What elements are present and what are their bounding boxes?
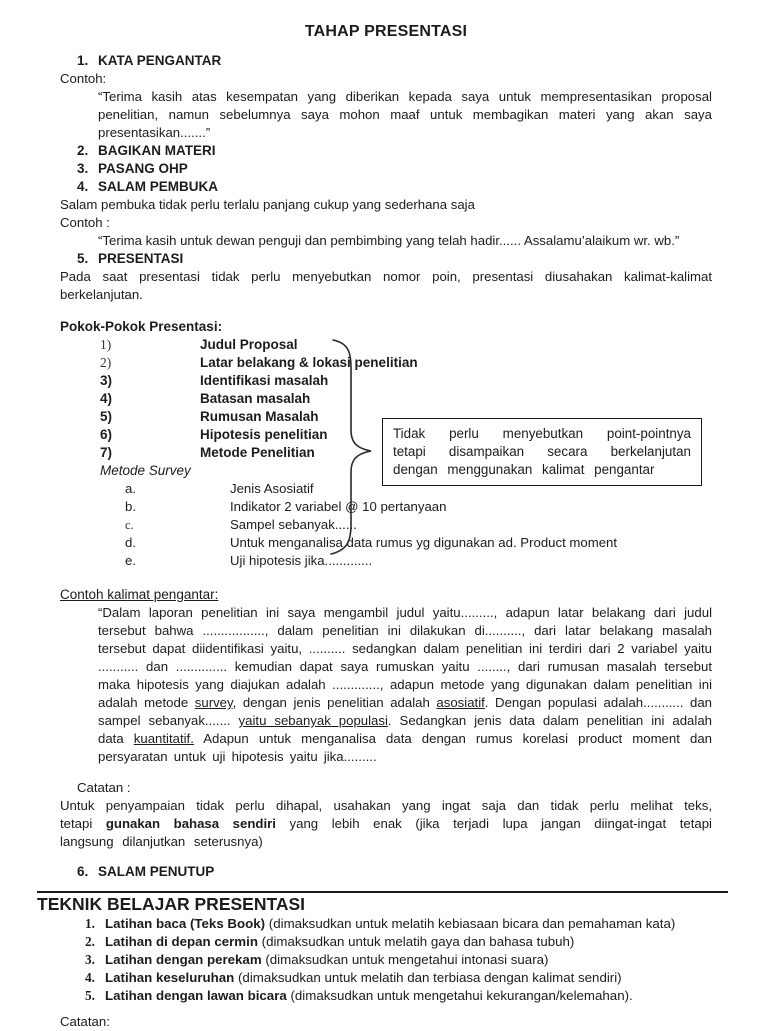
section-title: KATA PENGANTAR — [98, 53, 222, 68]
text-segment: . Dengan populasi adalah........... dan sampel sebanyak....... — [98, 695, 712, 728]
metode-item-letter: c. — [125, 518, 134, 532]
metode-item-letter: d. — [125, 535, 136, 550]
section-divider — [37, 891, 728, 893]
callout-box: Tidak perlu menyebutkan point-pointnya tetapi disampaikan secara berkelanjutan dengan menggunakan kalimat pengantar — [382, 418, 702, 486]
teknik-item-rest-text: (dimaksudkan untuk mengetahui intonasi suara) — [261, 952, 549, 967]
quote-kata-pengantar: “Terima kasih atas kesempatan yang diberikan kepada saya untuk mempresentasikan proposal penelitian, namun sebelumnya saya mohon maaf untuk membagikan materi yang akan saya presentasikan.......” — [98, 89, 712, 140]
section-heading-bagikan-materi — [60, 142, 712, 160]
teknik-item-rest-text: (dimaksudkan untuk melatih kebiasaan bicara dan pemahaman kata) — [265, 916, 676, 931]
section-title: SALAM PEMBUKA — [98, 179, 218, 194]
section-heading-salam-penutup — [60, 863, 712, 881]
teknik-item-rest-text: (dimaksudkan untuk mengetahui kekurangan/kelemahan). — [286, 988, 633, 1003]
metode-item-letter: b. — [125, 499, 136, 514]
text-segment: survey — [194, 695, 233, 710]
metode-item — [60, 498, 712, 516]
teknik-item-bold-text: Latihan baca (Teks Book) — [105, 916, 266, 931]
catatan-paragraph — [60, 797, 712, 851]
section-number: 6. — [77, 864, 89, 879]
teknik-item — [60, 969, 712, 987]
section-heading-presentasi — [60, 250, 712, 268]
pokok-item-number: 6) — [100, 427, 113, 442]
section-title: PRESENTASI — [98, 251, 184, 266]
pokok-item-number: 2) — [100, 355, 112, 370]
metode-item-text: Sampel sebanyak...... — [230, 517, 357, 532]
text-segment: . Sedangkan jenis data dalam penelitian ini adalah data — [98, 713, 712, 746]
text-segment: yang lebih enak (jika terjadi lupa jangan diingat-ingat tetapi langsung dilanjutkan seterusnya) — [60, 816, 712, 849]
section-number: 5. — [77, 251, 89, 266]
teknik-item-number: 5. — [85, 988, 95, 1003]
page-title: TAHAP PRESENTASI — [304, 23, 468, 40]
teknik-item — [60, 933, 712, 951]
teknik-item-number: 4. — [85, 970, 95, 985]
metode-item-letter: a. — [125, 481, 136, 496]
metode-item — [60, 516, 712, 534]
catatan-bottom-label: Catatan: — [60, 1014, 110, 1029]
pokok-item — [60, 372, 712, 390]
metode-item-text: Uji hipotesis jika............. — [230, 553, 373, 568]
pokok-item-label: Identifikasi masalah — [200, 373, 329, 388]
teknik-item-number: 1. — [85, 916, 95, 931]
catatan-label: Catatan : — [77, 780, 131, 795]
text-segment: gunakan bahasa sendiri — [105, 816, 276, 831]
pokok-item-number: 7) — [100, 445, 113, 460]
teknik-heading: TEKNIK BELAJAR PRESENTASI — [37, 894, 306, 914]
text-segment: yaitu sebanyak populasi — [238, 713, 388, 728]
teknik-item-number: 2. — [85, 934, 95, 949]
pokok-item — [60, 336, 712, 354]
teknik-item-bold-text: Latihan dengan lawan bicara — [105, 988, 287, 1003]
brace-connector-graphic — [328, 338, 376, 556]
pokok-item-label: Batasan masalah — [200, 391, 311, 406]
pokok-item-number: 1) — [100, 337, 112, 352]
metode-item-letter: e. — [125, 553, 136, 568]
teknik-item — [60, 951, 712, 969]
pokok-item-label: Metode Penelitian — [200, 445, 315, 460]
teknik-item-rest-text: (dimaksudkan untuk melatih gaya dan bahasa tubuh) — [257, 934, 575, 949]
quote-salam-pembuka: “Terima kasih untuk dewan penguji dan pembimbing yang telah hadir...... Assalamu’alaikum wr. wb.” — [98, 233, 680, 248]
metode-item — [60, 552, 712, 570]
contoh-label: Contoh : — [60, 215, 110, 230]
section-title: PASANG OHP — [98, 161, 188, 176]
teknik-item-number: 3. — [85, 952, 95, 967]
section-number: 4. — [77, 179, 89, 194]
pokok-item-number: 3) — [100, 373, 113, 388]
metode-items — [60, 480, 712, 570]
teknik-item-bold-text: Latihan di depan cermin — [105, 934, 258, 949]
pokok-item-number: 4) — [100, 391, 113, 406]
teknik-item-bold-text: Latihan dengan perekam — [105, 952, 262, 967]
pokok-item-label: Hipotesis penelitian — [200, 427, 328, 442]
pokok-item — [60, 390, 712, 408]
pokok-heading: Pokok-Pokok Presentasi: — [60, 319, 223, 334]
contoh-kalimat-paragraph — [98, 604, 712, 767]
presentasi-body: Pada saat presentasi tidak perlu menyebutkan nomor poin, presentasi diusahakan kalimat-kalimat berkelanjutan. — [60, 269, 712, 302]
salam-pembuka-body: Salam pembuka tidak perlu terlalu panjang cukup yang sederhana saja — [60, 197, 475, 212]
teknik-item-rest-text: (dimaksudkan untuk melatih dan terbiasa dengan kalimat sendiri) — [234, 970, 622, 985]
teknik-item — [60, 987, 712, 1005]
teknik-item — [60, 915, 712, 933]
text-segment: Adapun untuk menganalisa data dengan rumus korelasi product moment dan persyaratan untuk uji hipotesis yaitu jika......... — [98, 731, 712, 764]
pokok-item-label: Judul Proposal — [200, 337, 298, 352]
text-segment: asosiatif — [436, 695, 485, 710]
section-number: 2. — [77, 143, 89, 158]
section-title: SALAM PENUTUP — [98, 864, 215, 879]
teknik-items — [60, 915, 712, 1005]
metode-item — [60, 534, 712, 552]
section-number: 1. — [77, 53, 89, 68]
pokok-item — [60, 354, 712, 372]
metode-survey-label: Metode Survey — [100, 463, 191, 478]
contoh-label: Contoh: — [60, 71, 107, 86]
text-segment: Untuk penyampaian tidak perlu dihapal, usahakan yang ingat saja dan tidak perlu melihat teks, tetapi — [60, 798, 712, 831]
metode-item-text: Jenis Asosiatif — [230, 481, 314, 496]
text-segment: “Dalam laporan penelitian ini saya mengambil judul yaitu........., adapun latar belakang dari judul tersebut bahwa ................., dalam penelitian ini dilakukan di.........., dari latar belakang masalah tersebut dapat diidentifikasi yaitu, .......... sedangkan dalam penelitian ini terdiri dari 2 variabel yaitu ........... dan .............. kemudian dapat saya rumuskan yaitu ........, dari rumusan masalah tersebut maka hipotesis yang diajukan adalah ............., adapun metode yang digunakan dalam penelitian ini adalah metode — [98, 605, 712, 710]
metode-item-text: Indikator 2 variabel @ 10 pertanyaan — [230, 499, 447, 514]
metode-item-text: Untuk menganalisa data rumus yg digunakan ad. Product moment — [230, 535, 618, 550]
pokok-item-number: 5) — [100, 409, 113, 424]
text-segment: , dengan jenis penelitian adalah — [232, 695, 437, 710]
pokok-item-label: Latar belakang & lokasi penelitian — [200, 355, 418, 370]
section-heading-salam-pembuka — [60, 178, 712, 196]
contoh-kalimat-heading: Contoh kalimat pengantar: — [60, 587, 219, 602]
text-segment: kuantitatif. — [133, 731, 194, 746]
teknik-item-bold-text: Latihan keseluruhan — [105, 970, 235, 985]
pokok-list — [60, 336, 712, 570]
section-number: 3. — [77, 161, 89, 176]
section-title: BAGIKAN MATERI — [98, 143, 216, 158]
section-heading-pasang-ohp — [60, 160, 712, 178]
pokok-item-label: Rumusan Masalah — [200, 409, 319, 424]
section-heading-kata-pengantar — [60, 52, 712, 70]
